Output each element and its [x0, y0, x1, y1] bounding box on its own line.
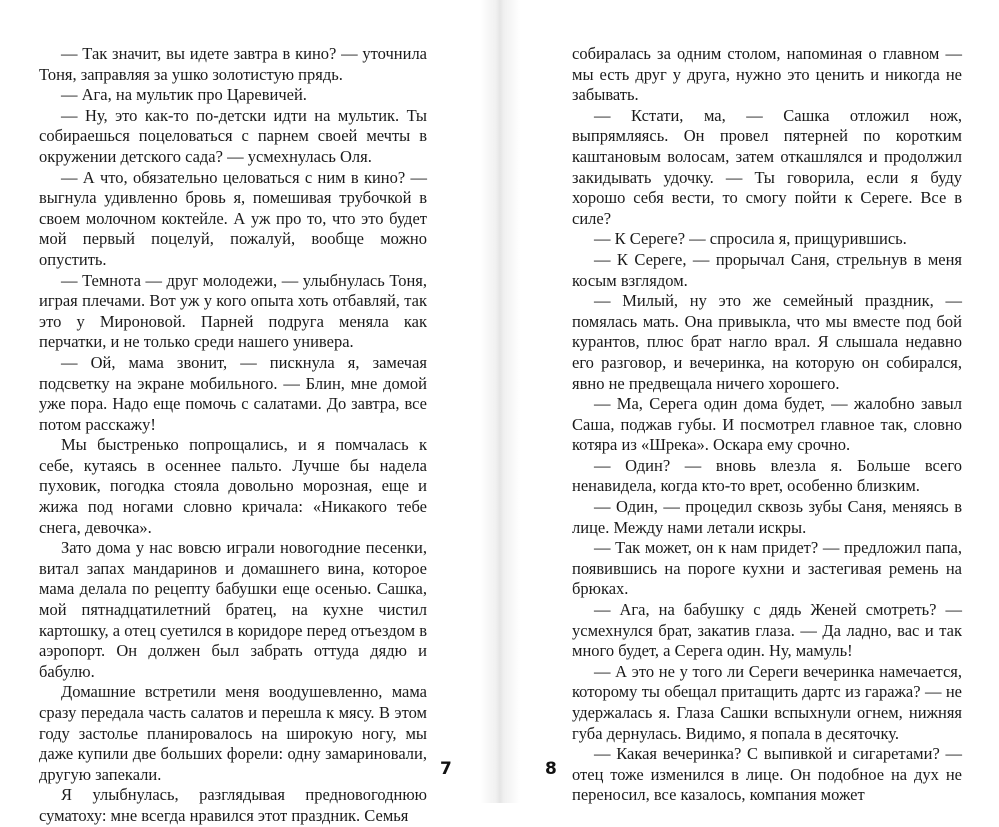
left-page [0, 0, 496, 825]
paragraph: — Милый, ну это же семейный праздник, — помялась мать. Она привыкла, что мы вместе под бой курантов, плюс брат нагло врал. Я слышала недавно его разговор, и вечеринка, на которую он собирался, явно не предвещала ничего хорошего. [572, 291, 962, 393]
paragraph: — Какая вечеринка? С выпивкой и сигаретами? — отец тоже изменился в лице. Он подобное на дух не переносил, все казалось, компания может [572, 744, 962, 805]
paragraph: — Один, — процедил сквозь зубы Саня, меняясь в лице. Между нами летали искры. [572, 497, 962, 537]
paragraph: — А что, обязательно целоваться с ним в кино? — выгнула удивленно бровь я, помешивая трубочкой в своем молочном коктейле. А уж про то, что это будет мой первый поцелуй, пожалуй, вообще можно опустить. [39, 167, 427, 269]
paragraph: Мы быстренько попрощались, и я помчалась к себе, кутаясь в осеннее пальто. Лучше бы надела пуховик, погодка стояла довольно морозная, еще и жижа под ногами словно кричала: «Никакого тебе снега, девочка». [39, 435, 427, 537]
paragraph: собиралась за одним столом, напоминая о главном — мы есть друг у друга, нужно это ценить и никогда не забывать. [572, 44, 962, 105]
paragraph: — Ма, Серега один дома будет, — жалобно завыл Саша, поджав губы. И посмотрел главное так, словно котяра из «Шрека». Оскара ему срочно. [572, 394, 962, 455]
paragraph: — Ну, это как-то по-детски идти на мультик. Ты собираешься поцеловаться с парнем своей мечты в окружении детского сада? — усмехнулась Оля. [39, 105, 427, 166]
paragraph: Зато дома у нас вовсю играли новогодние песенки, витал запах мандаринов и домашнего вина, которое мама делала по рецепту бабушки еще осенью. Сашка, мой пятнадцатилетний братец, на кухне чистил картошку, а отец суетился в коридоре перед отъездом в аэропорт. Он должен был забрать оттуда дядю и бабулю. [39, 538, 427, 681]
paragraph: — Один? — вновь влезла я. Больше всего ненавидела, когда кто-то врет, особенно близким. [572, 455, 962, 496]
paragraph: — Кстати, ма, — Сашка отложил нож, выпрямляясь. Он провел пятерней по коротким каштановым волосам, затем откашлялся и продолжил закидывать удочку. — Ты говорила, если я буду хорошо себя вести, то смогу пойти к Сереге. Все в силе? [572, 105, 962, 228]
paragraph: — Так может, он к нам придет? — предложил папа, появившись на пороге кухни и застегивая ремень на брюках. [572, 538, 962, 599]
page-number: 8 [545, 759, 557, 779]
paragraph: — Темнота — друг молодежи, — улыбнулась Тоня, играя плечами. Вот уж у кого опыта хоть отбавляй, так это у Мироновой. Парней подруга меняла как перчатки, и не только среди нашего универа. [39, 270, 427, 352]
paragraph: — К Сереге? — спросила я, прищурившись. [594, 229, 907, 249]
left-page-text [39, 44, 427, 827]
paragraph: — А это не у того ли Сереги вечеринка намечается, которому ты обещал притащить дартс из гаража? — не удержалась я. Глаза Сашки вспыхнули огнем, нижняя губа дернулась. Видимо, я попала в десяточку. [572, 661, 962, 743]
right-page-text [572, 44, 962, 806]
paragraph: — К Сереге, — прорычал Саня, стрельнув в меня косым взглядом. [572, 249, 962, 290]
paragraph: — Ага, на бабушку с дядь Женей смотреть? — усмехнулся брат, закатив глаза. — Да ладно, вас и так много будет, а Серега один. Ну, мамуль! [572, 600, 962, 661]
right-page [500, 0, 999, 803]
paragraph: — Ой, мама звонит, — пискнула я, замечая подсветку на экране мобильного. — Блин, мне домой уже пора. Надо еще помочь с салатами. До завтра, все потом расскажу! [39, 352, 427, 434]
paragraph: Я улыбнулась, разглядывая предновогоднюю суматоху: мне всегда нравился этот праздник. Семья [39, 785, 427, 825]
page-number: 7 [440, 759, 452, 779]
paragraph: — Ага, на мультик про Царевичей. [61, 85, 307, 105]
paragraph: — Так значит, вы идете завтра в кино? — уточнила Тоня, заправляя за ушко золотистую прядь. [39, 44, 427, 84]
paragraph: Домашние встретили меня воодушевленно, мама сразу передала часть салатов и перешла к мясу. В этом году застолье планировалось на широкую ногу, мы даже купили две больших форели: одну замариновали, другую запекали. [39, 682, 427, 784]
